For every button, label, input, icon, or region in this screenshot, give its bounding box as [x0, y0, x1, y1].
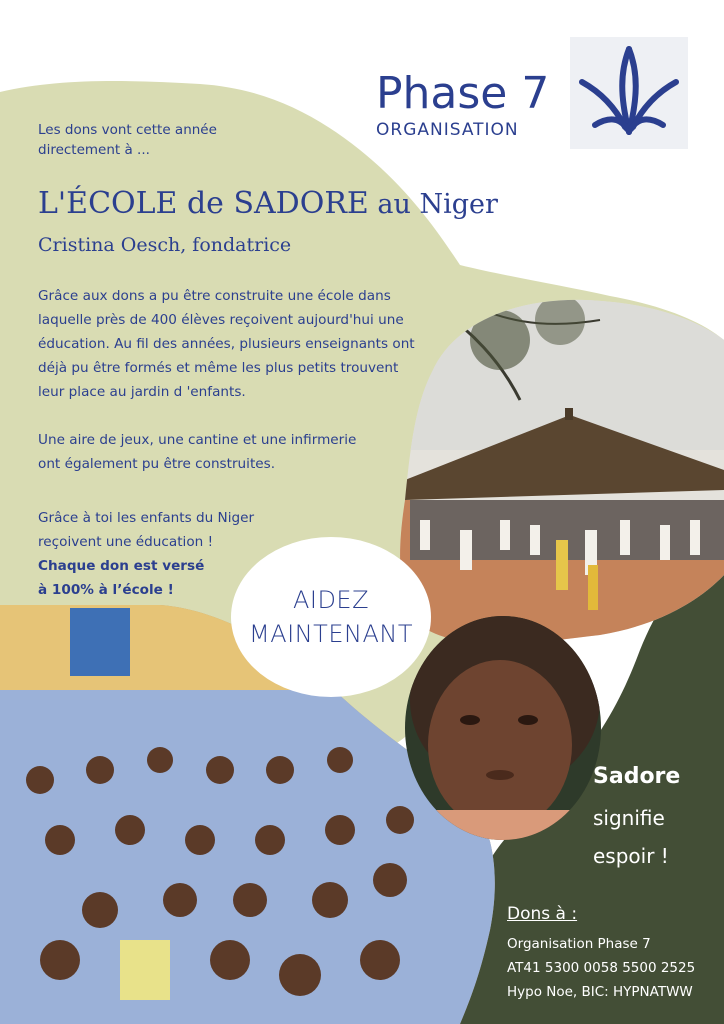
paragraph-education: Grâce à toi les enfants du Niger reçoivent une éducation ! Chaque don est versé à 100% à l’école ! [38, 510, 255, 598]
paragraph-facilities: Une aire de jeux, une cantine et une infirmerie ont également pu être construites. [38, 432, 357, 472]
founder-line: Cristina Oesch, fondatrice [38, 234, 292, 256]
logo-subtitle: ORGANISATION [376, 120, 519, 140]
help-now-button[interactable]: AIDEZ MAINTENANT [231, 537, 431, 697]
page-title: L'ÉCOLE de SADORE au Niger [38, 186, 498, 221]
logo-title: Phase 7 [376, 68, 550, 119]
paragraph-school: Grâce aux dons a pu être construite une école dans laquelle près de 400 élèves reçoivent aujourd'hui une éducation. Au fil des années, plusieurs enseignants ont déjà pu être formés et même les plus petits trouvent leur place au jardin d 'enfants. [38, 288, 415, 400]
donations-iban: AT41 5300 0058 5500 2525 [507, 960, 696, 976]
leaf-emblem-icon [570, 37, 688, 149]
donations-bank: Hypo Noe, BIC: HYPNATWW [507, 984, 693, 1000]
sadore-title: Sadore [593, 764, 681, 789]
sadore-line-2: signifie [593, 806, 665, 830]
donations-heading: Dons à : [507, 904, 578, 924]
intro-text: Les dons vont cette année directement à ... [38, 122, 217, 158]
donations-org: Organisation Phase 7 [507, 936, 651, 952]
sadore-line-3: espoir ! [593, 844, 669, 868]
